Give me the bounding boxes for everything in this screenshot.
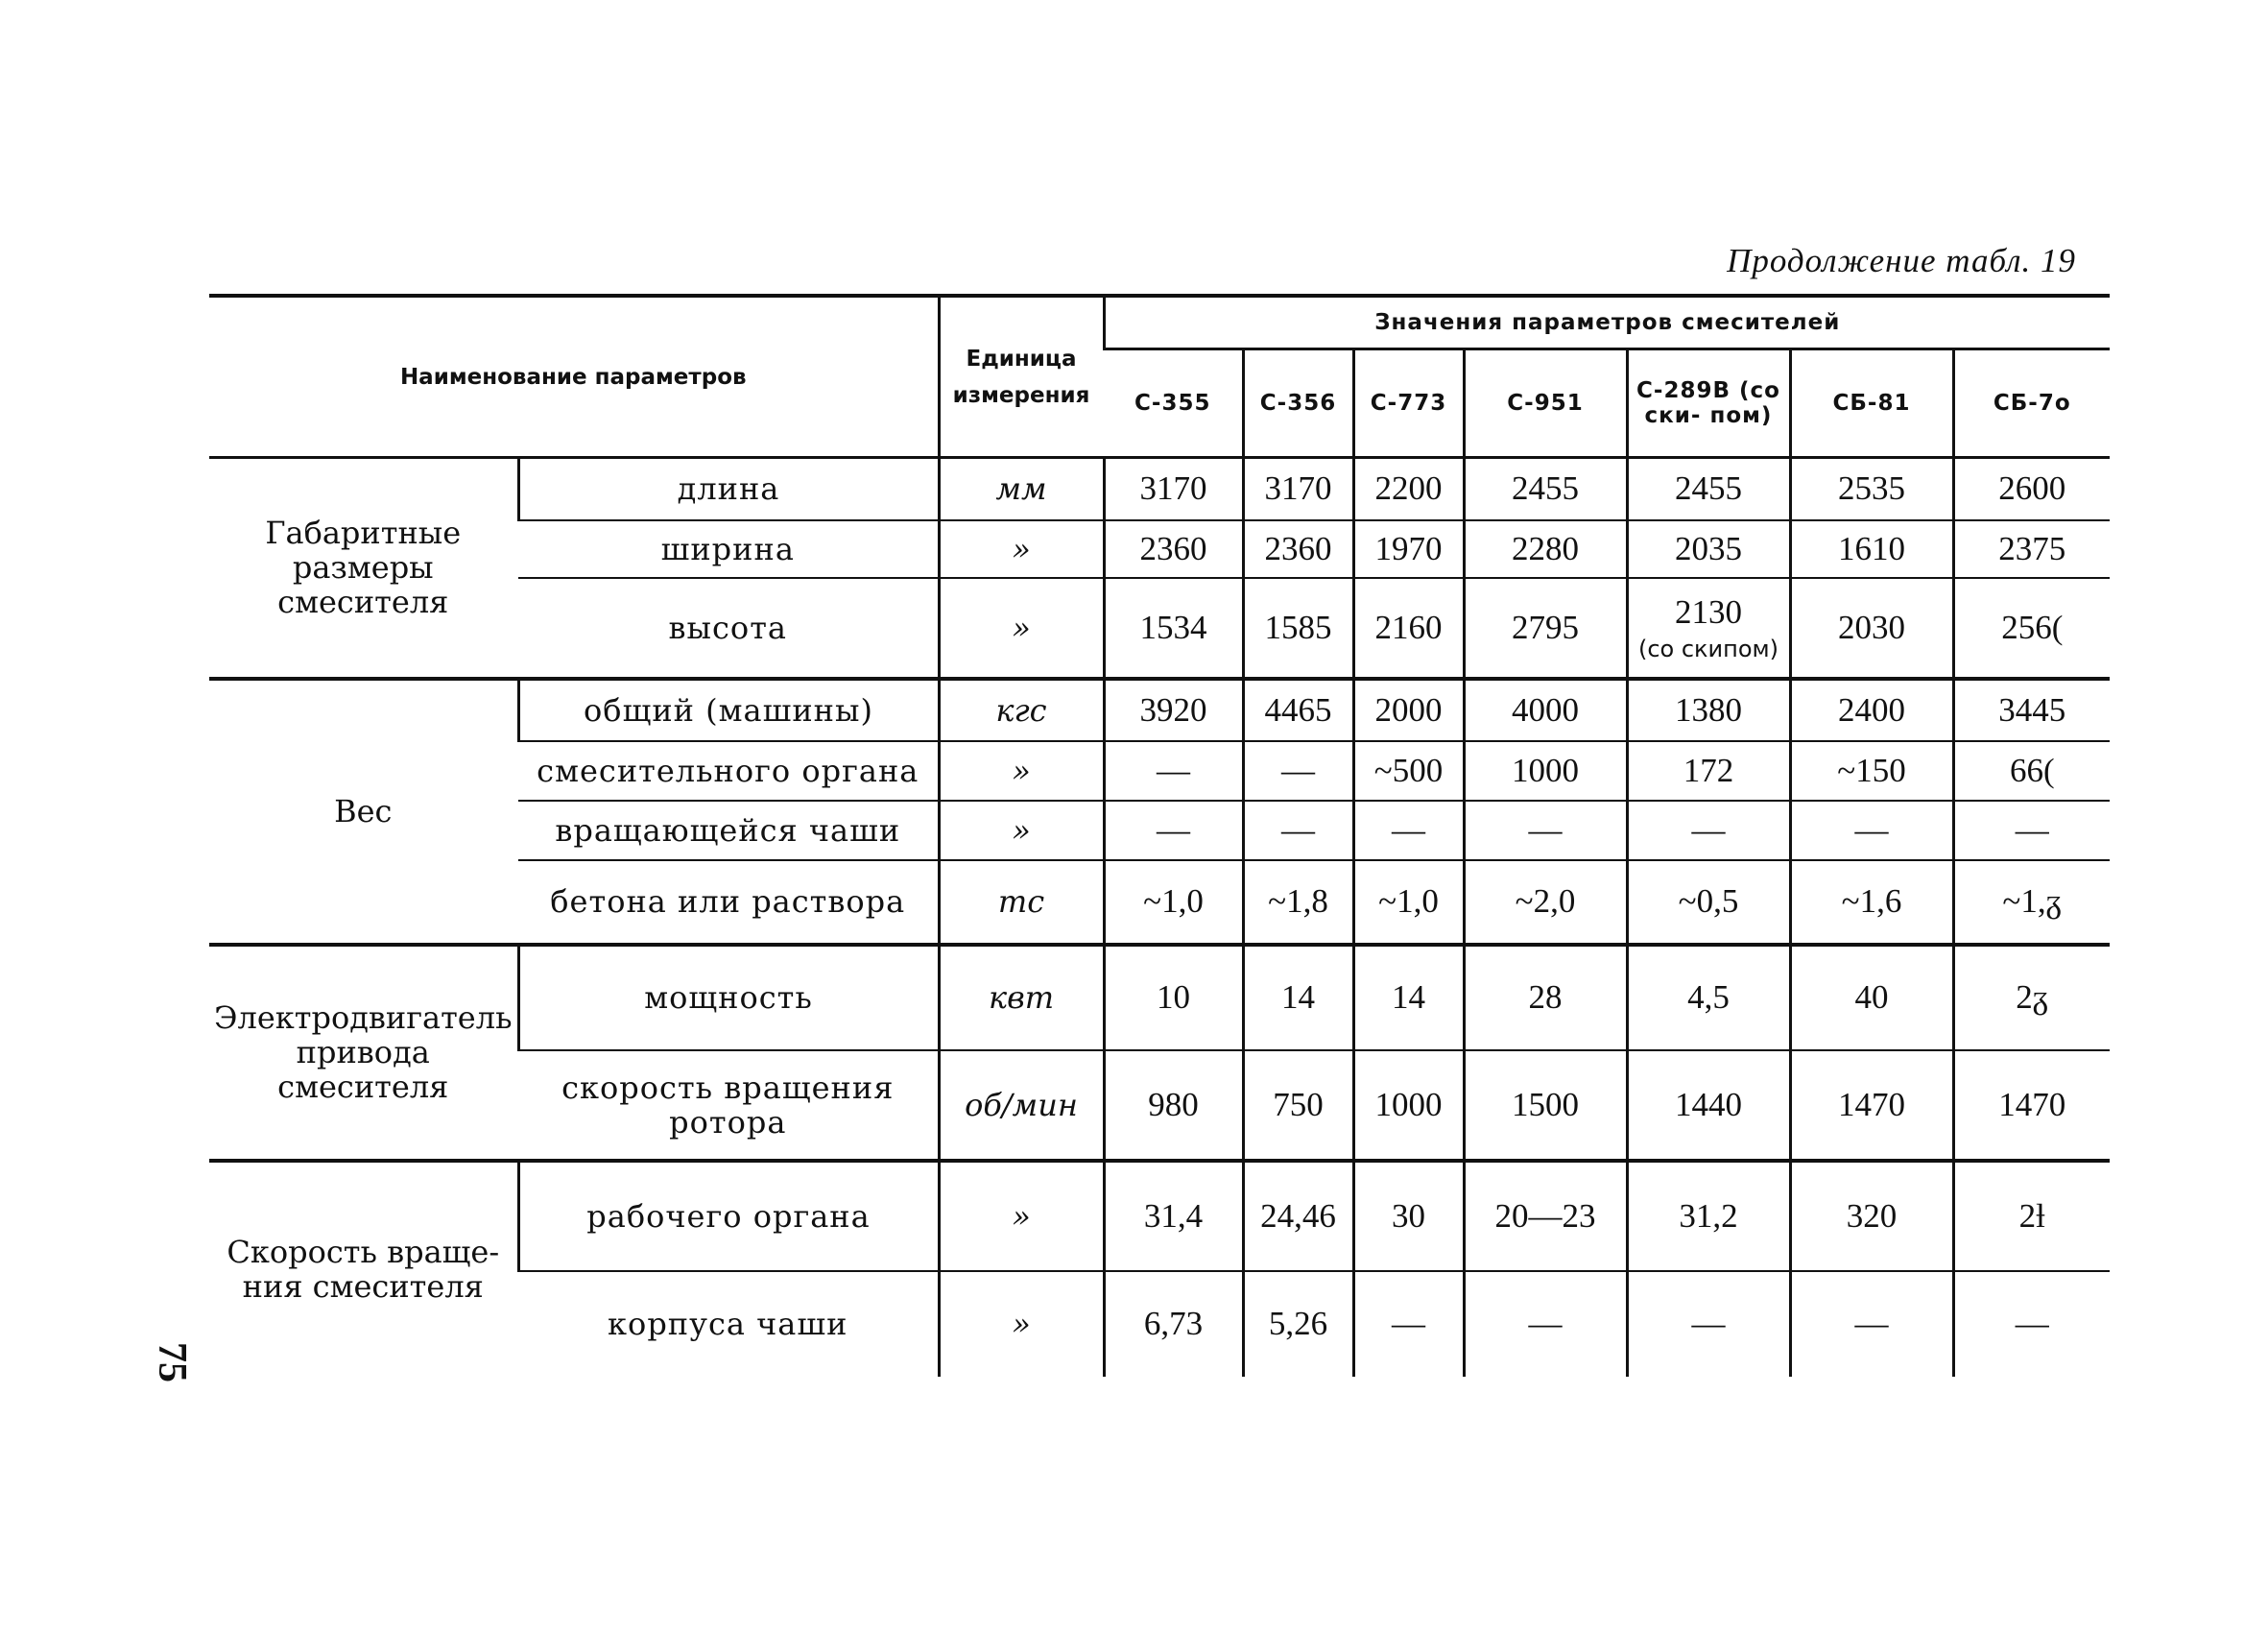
value-cell: 1440 [1627, 1050, 1790, 1161]
value-cell: — [1353, 801, 1464, 860]
header-model: СБ-81 [1790, 349, 1953, 458]
value-cell: ~1,ᵹ [1953, 860, 2110, 945]
value-cell: 2160 [1353, 578, 1464, 679]
unit-cell: квт [939, 945, 1104, 1050]
value-cell: 1470 [1953, 1050, 2110, 1161]
value-cell: 14 [1243, 945, 1353, 1050]
value-cell: 2200 [1353, 458, 1464, 520]
mixer-parameters-table [209, 294, 2110, 1377]
value-cell: — [1790, 801, 1953, 860]
value-cell: 31,4 [1104, 1161, 1243, 1271]
unit-cell: » [939, 1161, 1104, 1271]
param-label: высота [518, 578, 939, 679]
value-cell: ~1,6 [1790, 860, 1953, 945]
value-cell: 980 [1104, 1050, 1243, 1161]
value-cell: 2000 [1353, 679, 1464, 741]
group-label: Скорость враще- ния смесителя [227, 1234, 500, 1305]
page-number: 75 [150, 1342, 194, 1382]
value-cell: 1000 [1464, 741, 1627, 801]
value-cell: — [1243, 741, 1353, 801]
value-cell [1627, 578, 1790, 679]
value-cell: 24,46 [1243, 1161, 1353, 1271]
value-cell: ~1,8 [1243, 860, 1353, 945]
param-label: мощность [518, 945, 939, 1050]
value-cell: 2375 [1953, 520, 2110, 578]
param-label: бетона или раствора [518, 860, 939, 945]
param-label: вращающейся чаши [518, 801, 939, 860]
value-cell: 1500 [1464, 1050, 1627, 1161]
value-cell: 3170 [1104, 458, 1243, 520]
group-label: Электродвигатель привода смесителя [209, 945, 518, 1161]
header-model: С-356 [1243, 349, 1353, 458]
value-cell: 28 [1464, 945, 1627, 1050]
value-cell: ~2,0 [1464, 860, 1627, 945]
header-model: С-355 [1104, 349, 1243, 458]
value-cell: 2600 [1953, 458, 2110, 520]
value-cell: 1000 [1353, 1050, 1464, 1161]
table-row [209, 458, 2110, 520]
value-cell: — [1790, 1271, 1953, 1377]
value-cell: 14 [1353, 945, 1464, 1050]
value-cell: — [1353, 1271, 1464, 1377]
value-cell: 2ᵹ [1953, 945, 2110, 1050]
value-cell: 2360 [1104, 520, 1243, 578]
value-cell: 2ƚ [1953, 1161, 2110, 1271]
unit-cell: » [939, 520, 1104, 578]
value-cell: 750 [1243, 1050, 1353, 1161]
param-label: ширина [518, 520, 939, 578]
value-cell: 3920 [1104, 679, 1243, 741]
value-cell: 1585 [1243, 578, 1353, 679]
value-cell: 1380 [1627, 679, 1790, 741]
param-label: рабочего органа [518, 1161, 939, 1271]
header-unit: Единица измерения [939, 296, 1104, 458]
value-cell: 30 [1353, 1161, 1464, 1271]
unit-cell: » [939, 578, 1104, 679]
value-cell: 2535 [1790, 458, 1953, 520]
table-row [209, 1161, 2110, 1271]
value-cell: 1970 [1353, 520, 1464, 578]
value-cell: 1534 [1104, 578, 1243, 679]
value-cell: — [1953, 1271, 2110, 1377]
value-cell: 20—23 [1464, 1161, 1627, 1271]
value-cell: — [1243, 801, 1353, 860]
value-cell: 2360 [1243, 520, 1353, 578]
unit-cell: тс [939, 860, 1104, 945]
header-model: С-289В (со ски- пом) [1627, 349, 1790, 458]
value-cell: 1610 [1790, 520, 1953, 578]
value-cell: 172 [1627, 741, 1790, 801]
header-values-title: Значения параметров смесителей [1104, 296, 2110, 349]
table-row [209, 945, 2110, 1050]
value-cell: 66( [1953, 741, 2110, 801]
value-cell: — [1464, 801, 1627, 860]
group-label: Вес [209, 679, 518, 945]
value-cell: 4,5 [1627, 945, 1790, 1050]
value-cell: 2455 [1627, 458, 1790, 520]
value-cell: — [1627, 801, 1790, 860]
value-cell: 1470 [1790, 1050, 1953, 1161]
value-note: (со скипом) [1637, 635, 1779, 662]
value-cell: 4465 [1243, 679, 1353, 741]
value-cell: 2280 [1464, 520, 1627, 578]
value-cell: 40 [1790, 945, 1953, 1050]
unit-cell: » [939, 801, 1104, 860]
value-cell: ~0,5 [1627, 860, 1790, 945]
value-cell: 6,73 [1104, 1271, 1243, 1377]
value-cell: 10 [1104, 945, 1243, 1050]
table-body [209, 458, 2110, 1377]
param-label: длина [518, 458, 939, 520]
value-cell: 2455 [1464, 458, 1627, 520]
table-caption: Продолжение табл. 19 [1727, 242, 2076, 279]
table-row [209, 679, 2110, 741]
param-label: корпуса чаши [608, 1306, 848, 1342]
unit-cell: » [939, 1271, 1104, 1377]
header-model: С-773 [1353, 349, 1464, 458]
unit-cell: об/мин [939, 1050, 1104, 1161]
value-cell: — [1104, 741, 1243, 801]
value-cell: ~1,0 [1104, 860, 1243, 945]
value-cell: — [1953, 801, 2110, 860]
value-cell: 5,26 [1243, 1271, 1353, 1377]
unit-cell: » [939, 741, 1104, 801]
value-cell: 320 [1790, 1161, 1953, 1271]
unit-cell: кгс [939, 679, 1104, 741]
param-label: смесительного органа [518, 741, 939, 801]
value-cell: 2795 [1464, 578, 1627, 679]
unit-cell: мм [939, 458, 1104, 520]
header-model: СБ-7о [1953, 349, 2110, 458]
value-cell: — [1104, 801, 1243, 860]
value-cell: 4000 [1464, 679, 1627, 741]
header-param-name: Наименование параметров [209, 296, 939, 458]
param-label: общий (машины) [518, 679, 939, 741]
value-cell: 3445 [1953, 679, 2110, 741]
value-cell: — [1627, 1271, 1790, 1377]
value-cell: ~500 [1353, 741, 1464, 801]
value-cell: 3170 [1243, 458, 1353, 520]
value-cell: 31,2 [1627, 1161, 1790, 1271]
value-cell: ~1,0 [1353, 860, 1464, 945]
value-cell: 256( [1953, 578, 2110, 679]
value-cell: ~150 [1790, 741, 1953, 801]
group-label: Габаритные размеры смесителя [209, 458, 518, 679]
value-cell: 2035 [1627, 520, 1790, 578]
header-model: С-951 [1464, 349, 1627, 458]
value-cell: — [1464, 1271, 1627, 1377]
value-cell: 2030 [1790, 578, 1953, 679]
param-label: скорость вращения ротора [518, 1050, 939, 1161]
value-text: 2130 [1675, 592, 1742, 631]
value-cell: 2400 [1790, 679, 1953, 741]
